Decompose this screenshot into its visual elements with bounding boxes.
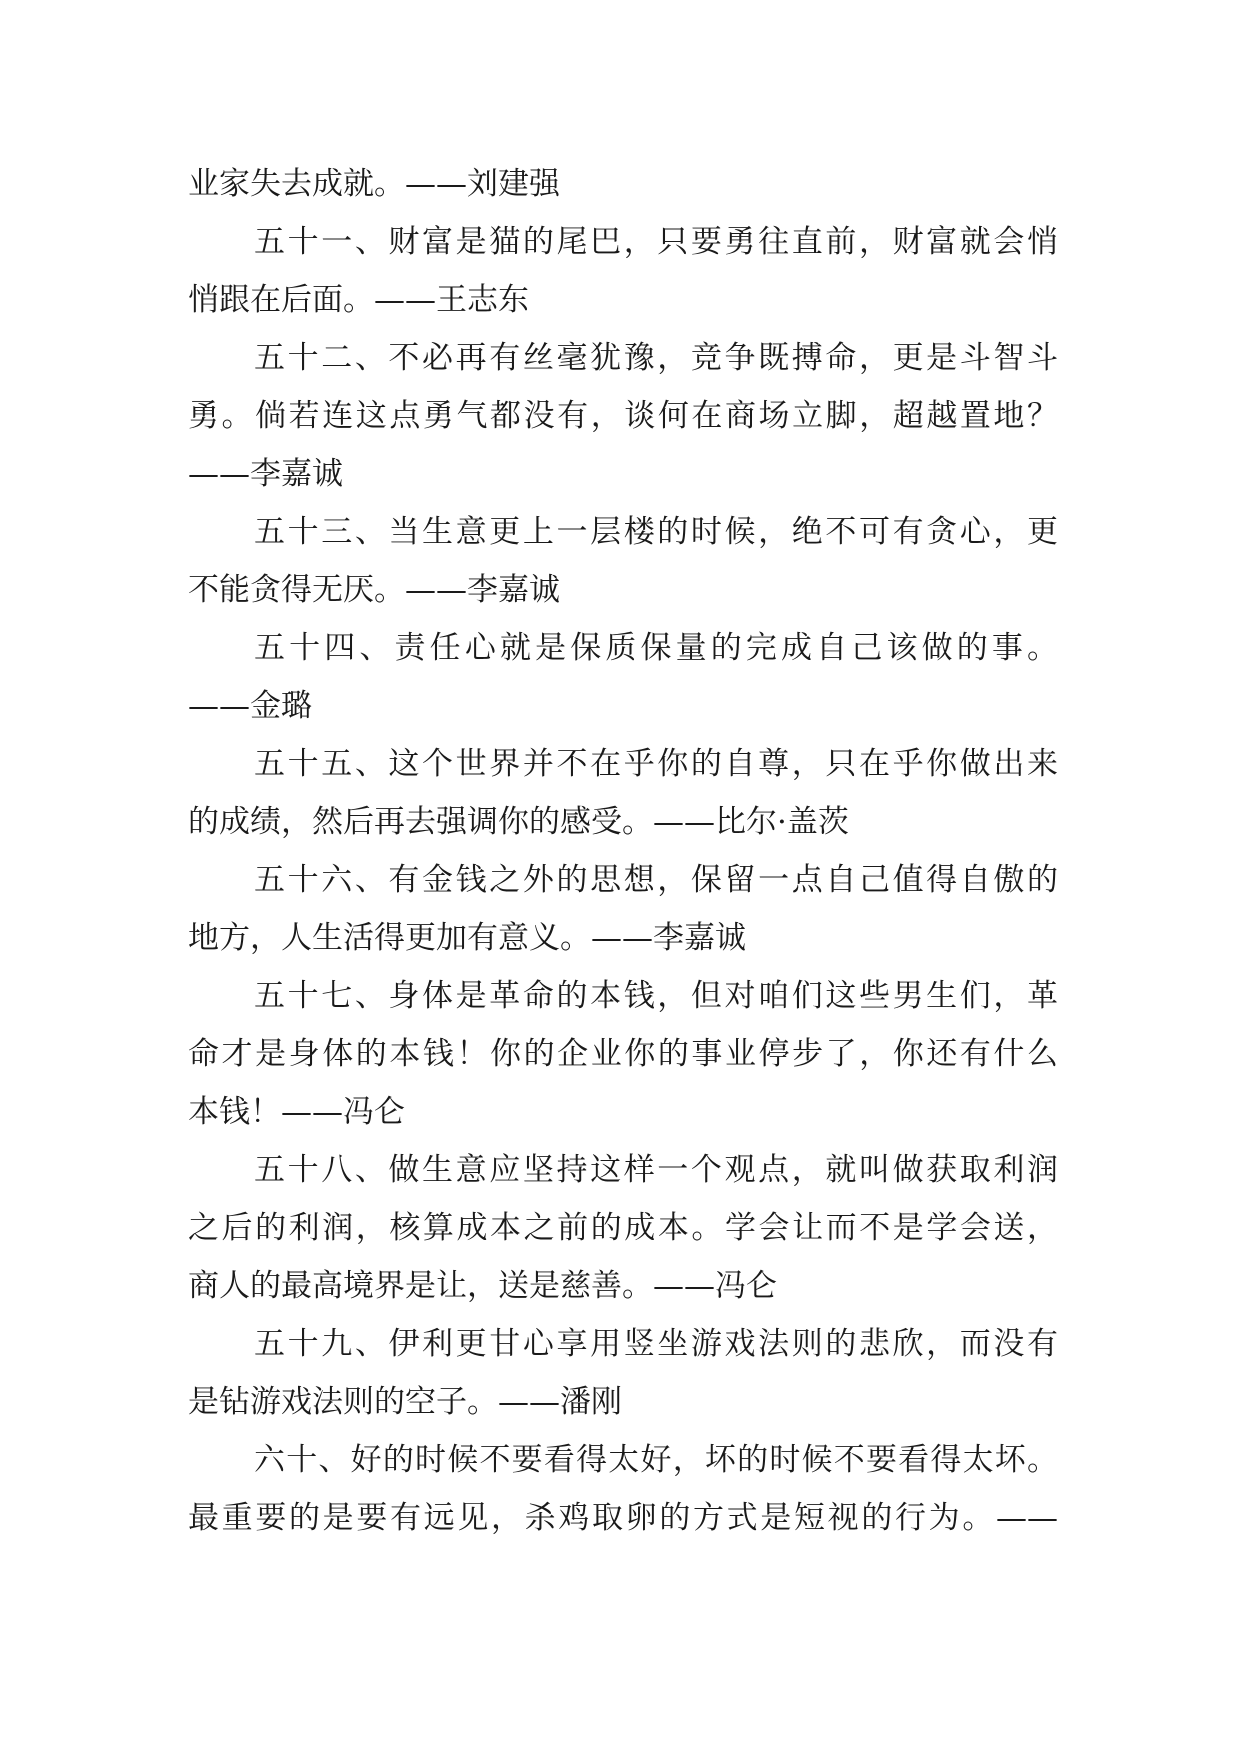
text-line: 五十六、有金钱之外的思想，保留一点自己值得自傲的	[254, 862, 1058, 898]
text-line: 五十七、身体是革命的本钱，但对咱们这些男生们，革	[254, 978, 1058, 1014]
text-line: ——金璐	[188, 688, 312, 724]
text-line: 命才是身体的本钱！你的企业你的事业停步了，你还有什么	[188, 1036, 1058, 1072]
text-line: 不能贪得无厌。——李嘉诚	[188, 572, 560, 608]
text-line: 勇。倘若连这点勇气都没有，谈何在商场立脚，超越置地？	[188, 398, 1058, 434]
text-line: 五十一、财富是猫的尾巴，只要勇往直前，财富就会悄	[254, 224, 1058, 260]
text-line: 的成绩，然后再去强调你的感受。——比尔·盖茨	[188, 804, 849, 840]
text-line: 地方，人生活得更加有意义。——李嘉诚	[188, 920, 746, 956]
text-line: 五十五、这个世界并不在乎你的自尊，只在乎你做出来	[254, 746, 1058, 782]
text-line: 六十、好的时候不要看得太好，坏的时候不要看得太坏。	[254, 1442, 1058, 1478]
text-line: 五十四、责任心就是保质保量的完成自己该做的事。	[254, 630, 1058, 666]
text-line: 五十二、不必再有丝毫犹豫，竞争既搏命，更是斗智斗	[254, 340, 1058, 376]
text-line: 五十三、当生意更上一层楼的时候，绝不可有贪心，更	[254, 514, 1058, 550]
text-line: 五十八、做生意应坚持这样一个观点，就叫做获取利润	[254, 1152, 1058, 1188]
document-body	[188, 155, 1058, 1547]
text-line: 悄跟在后面。——王志东	[188, 282, 529, 318]
text-line: 商人的最高境界是让，送是慈善。——冯仑	[188, 1268, 777, 1304]
text-line: 之后的利润，核算成本之前的成本。学会让而不是学会送，	[188, 1210, 1058, 1246]
text-line: 五十九、伊利更甘心享用竖坐游戏法则的悲欣，而没有	[254, 1326, 1058, 1362]
text-line: 是钻游戏法则的空子。——潘刚	[188, 1384, 622, 1420]
text-line: 最重要的是要有远见，杀鸡取卵的方式是短视的行为。——	[188, 1500, 1058, 1536]
text-line: ——李嘉诚	[188, 456, 343, 492]
text-line: 业家失去成就。——刘建强	[188, 166, 560, 202]
text-line: 本钱！——冯仑	[188, 1094, 405, 1130]
